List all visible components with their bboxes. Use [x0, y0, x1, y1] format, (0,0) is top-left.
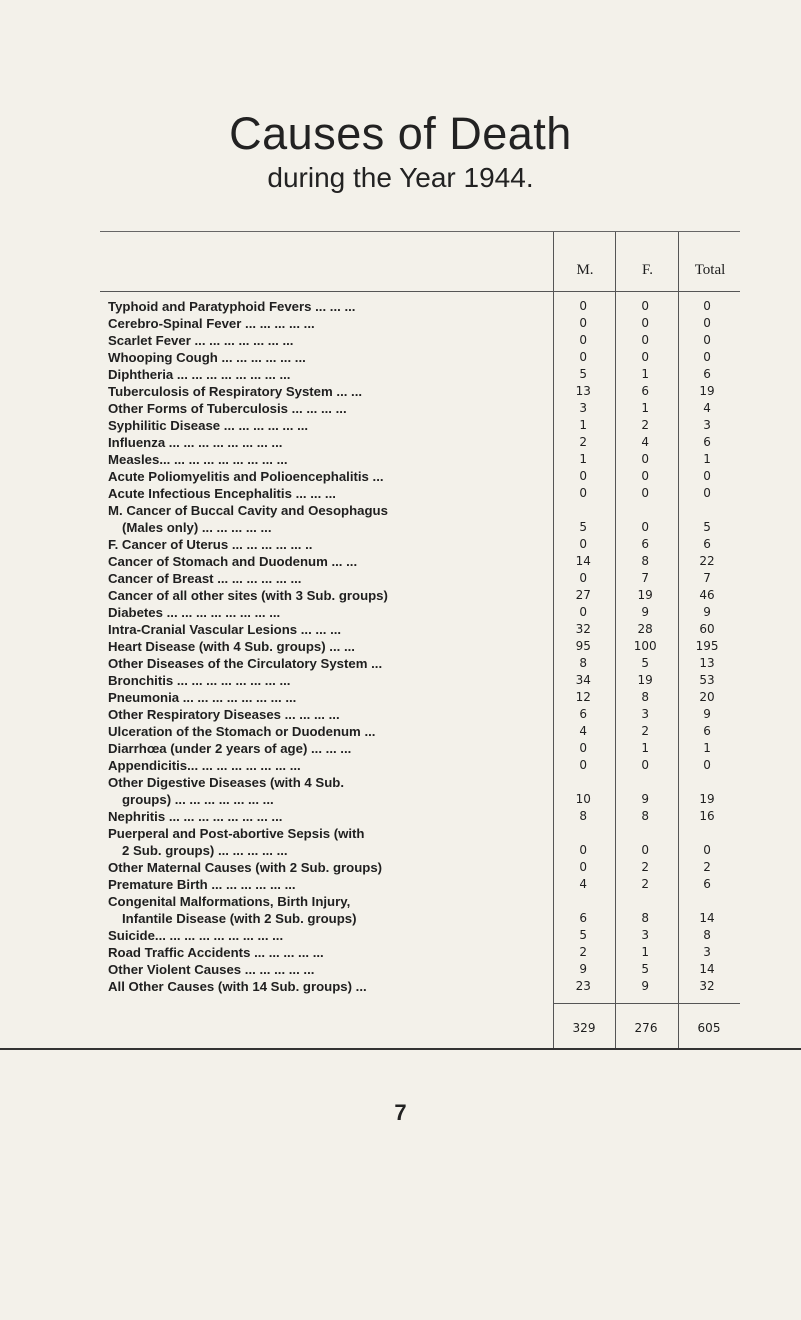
- cause-text: Other Maternal Causes (with 2 Sub. groups): [108, 860, 383, 875]
- value-f: 5: [641, 656, 649, 670]
- value-f: 0: [641, 486, 649, 500]
- value-m: 6: [579, 911, 588, 925]
- cause-label: [108, 961, 552, 978]
- cause-label: [108, 332, 552, 349]
- value-m: 0: [579, 843, 588, 857]
- value-m: 0: [579, 333, 588, 347]
- cause-label: [108, 859, 552, 876]
- total-m: 329: [572, 1021, 596, 1035]
- value-total: 16: [699, 809, 715, 823]
- cause-text: Cerebro-Spinal Fever ... ... ... ... ...: [108, 316, 315, 331]
- value-m: 23: [575, 979, 591, 993]
- value-m: 9: [579, 962, 588, 976]
- table-row: [108, 774, 738, 808]
- cause-text: Acute Infectious Encephalitis ... ... ...: [108, 486, 336, 501]
- value-total: 0: [703, 299, 711, 313]
- cause-text: Appendicitis... ... ... ... ... ... ... ...: [108, 758, 301, 773]
- header-m: M.: [576, 262, 594, 278]
- value-total: 22: [699, 554, 715, 568]
- cause-text: Ulceration of the Stomach or Duodenum ...: [108, 724, 376, 739]
- header-f: F.: [642, 262, 653, 278]
- value-f: 3: [641, 707, 649, 721]
- value-m: 13: [575, 384, 591, 398]
- value-total: 46: [699, 588, 715, 602]
- value-f: 8: [641, 554, 649, 568]
- value-m: 4: [579, 724, 588, 738]
- table-row: [108, 383, 738, 400]
- value-m: 32: [575, 622, 591, 636]
- value-total: 0: [703, 469, 711, 483]
- cause-text: Intra-Cranial Vascular Lesions ... ... ...: [108, 622, 342, 637]
- cause-text: Congenital Malformations, Birth Injury,: [108, 894, 351, 909]
- cause-label: [108, 740, 552, 757]
- value-total: 0: [703, 333, 711, 347]
- cause-continuation: groups) ... ... ... ... ... ... ...: [122, 792, 274, 807]
- value-total: 32: [699, 979, 715, 993]
- value-m: 0: [579, 758, 588, 772]
- cause-text: Scarlet Fever ... ... ... ... ... ... ...: [108, 333, 294, 348]
- value-total: 5: [703, 520, 711, 534]
- cause-label: [108, 570, 552, 587]
- value-m: 0: [579, 537, 588, 551]
- value-f: 0: [641, 520, 649, 534]
- value-total: 7: [703, 571, 711, 585]
- cause-label: [108, 723, 552, 740]
- value-m: 14: [575, 554, 591, 568]
- table-row: [108, 451, 738, 468]
- cause-text: Influenza ... ... ... ... ... ... ... ...: [108, 435, 283, 450]
- cause-label: [108, 451, 552, 468]
- value-total: 6: [703, 367, 711, 381]
- table-row: [108, 757, 738, 774]
- cause-text: M. Cancer of Buccal Cavity and Oesophagus: [108, 503, 388, 518]
- value-f: 8: [641, 809, 649, 823]
- table-row: [108, 349, 738, 366]
- table-row: [108, 655, 738, 672]
- cause-text: F. Cancer of Uterus ... ... ... ... ... ..: [108, 537, 313, 552]
- value-f: 100: [633, 639, 657, 653]
- value-m: 27: [575, 588, 591, 602]
- cause-label: [108, 502, 552, 536]
- cause-continuation: (Males only) ... ... ... ... ...: [122, 520, 272, 535]
- cause-label: [108, 315, 552, 332]
- table-row: [108, 604, 738, 621]
- value-m: 6: [579, 707, 588, 721]
- value-total: 0: [703, 316, 711, 330]
- value-f: 6: [641, 537, 649, 551]
- table-row: [108, 315, 738, 332]
- value-m: 95: [575, 639, 591, 653]
- table-row: [108, 417, 738, 434]
- value-total: 8: [703, 928, 711, 942]
- cause-label: [108, 978, 552, 995]
- value-f: 0: [641, 350, 649, 364]
- table-row: [108, 553, 738, 570]
- cause-label: [108, 655, 552, 672]
- table-row: [108, 366, 738, 383]
- cause-label: [108, 587, 552, 604]
- total-all: 605: [697, 1021, 721, 1035]
- table-row: [108, 689, 738, 706]
- cause-label: [108, 298, 552, 315]
- table-row: [108, 927, 738, 944]
- value-total: 19: [699, 792, 715, 806]
- table-row: [108, 706, 738, 723]
- cause-text: Heart Disease (with 4 Sub. groups) ... ...: [108, 639, 355, 654]
- cause-continuation: Infantile Disease (with 2 Sub. groups): [122, 911, 357, 926]
- total-f: 276: [634, 1021, 658, 1035]
- table-row: [108, 587, 738, 604]
- cause-text: Bronchitis ... ... ... ... ... ... ... ...: [108, 673, 291, 688]
- value-total: 6: [703, 435, 711, 449]
- value-total: 6: [703, 877, 711, 891]
- value-f: 9: [641, 979, 649, 993]
- value-m: 34: [575, 673, 591, 687]
- value-total: 53: [699, 673, 715, 687]
- value-m: 0: [579, 741, 588, 755]
- value-f: 0: [641, 299, 649, 313]
- value-f: 2: [641, 724, 649, 738]
- value-total: 9: [703, 605, 711, 619]
- value-m: 0: [579, 316, 588, 330]
- cause-text: Diabetes ... ... ... ... ... ... ... ...: [108, 605, 281, 620]
- value-m: 1: [579, 452, 588, 466]
- value-f: 0: [641, 758, 649, 772]
- cause-label: [108, 757, 552, 774]
- table-row: [108, 808, 738, 825]
- value-m: 2: [579, 945, 588, 959]
- value-f: 8: [641, 911, 649, 925]
- cause-label: [108, 706, 552, 723]
- value-f: 6: [641, 384, 649, 398]
- table-row: [108, 434, 738, 451]
- value-f: 0: [641, 843, 649, 857]
- table-row: [108, 876, 738, 893]
- value-f: 1: [641, 741, 649, 755]
- cause-label: [108, 553, 552, 570]
- page-title: Causes of Death: [229, 108, 572, 159]
- table-row: [108, 621, 738, 638]
- table-row: [108, 332, 738, 349]
- cause-text: Pneumonia ... ... ... ... ... ... ... ...: [108, 690, 297, 705]
- cause-label: [108, 774, 552, 808]
- value-m: 0: [579, 605, 588, 619]
- value-m: 0: [579, 469, 588, 483]
- cause-label: [108, 672, 552, 689]
- table-row: [108, 638, 738, 655]
- value-f: 0: [641, 452, 649, 466]
- value-f: 1: [641, 367, 649, 381]
- value-f: 7: [641, 571, 649, 585]
- value-f: 28: [637, 622, 653, 636]
- value-total: 14: [699, 962, 715, 976]
- value-m: 1: [579, 418, 588, 432]
- header-rule: [100, 291, 740, 292]
- cause-text: Measles... ... ... ... ... ... ... ... ...: [108, 452, 288, 467]
- value-total: 19: [699, 384, 715, 398]
- cause-label: [108, 485, 552, 502]
- value-m: 12: [575, 690, 591, 704]
- value-total: 0: [703, 350, 711, 364]
- value-total: 4: [703, 401, 711, 415]
- cause-label: [108, 383, 552, 400]
- value-m: 8: [579, 809, 588, 823]
- value-m: 0: [579, 299, 588, 313]
- table-row: [108, 400, 738, 417]
- value-f: 1: [641, 401, 649, 415]
- cause-label: [108, 349, 552, 366]
- cause-text: Premature Birth ... ... ... ... ... ...: [108, 877, 296, 892]
- page-number: 7: [394, 1100, 407, 1125]
- cause-text: Cancer of Stomach and Duodenum ... ...: [108, 554, 358, 569]
- totals-rule: [553, 1003, 740, 1004]
- table-row: [108, 570, 738, 587]
- value-total: 6: [703, 724, 711, 738]
- value-total: 1: [703, 741, 711, 755]
- value-total: 9: [703, 707, 711, 721]
- value-f: 5: [641, 962, 649, 976]
- cause-text: Puerperal and Post-abortive Sepsis (with: [108, 826, 365, 841]
- value-total: 0: [703, 758, 711, 772]
- value-total: 0: [703, 843, 711, 857]
- value-m: 4: [579, 877, 588, 891]
- value-m: 3: [579, 401, 588, 415]
- table-row: [108, 723, 738, 740]
- value-f: 9: [641, 605, 649, 619]
- cause-text: Cancer of Breast ... ... ... ... ... ...: [108, 571, 302, 586]
- cause-text: Diarrhœa (under 2 years of age) ... ... ...: [108, 741, 352, 756]
- cause-text: Cancer of all other sites (with 3 Sub. groups): [108, 588, 388, 603]
- table-row: [108, 944, 738, 961]
- value-m: 0: [579, 350, 588, 364]
- table-row: [108, 536, 738, 553]
- cause-label: [108, 927, 552, 944]
- cause-label: [108, 808, 552, 825]
- table-row: [108, 978, 738, 995]
- value-total: 6: [703, 537, 711, 551]
- cause-text: Nephritis ... ... ... ... ... ... ... ...: [108, 809, 283, 824]
- table-row: [108, 893, 738, 927]
- header-total: Total: [694, 262, 726, 278]
- value-f: 4: [641, 435, 649, 449]
- cause-text: Other Violent Causes ... ... ... ... ...: [108, 962, 315, 977]
- table-bottom-rule: [0, 1048, 801, 1050]
- causes-table-body: [108, 298, 738, 995]
- value-f: 0: [641, 469, 649, 483]
- value-total: 60: [699, 622, 715, 636]
- cause-label: [108, 366, 552, 383]
- cause-label: [108, 689, 552, 706]
- value-f: 2: [641, 860, 649, 874]
- cause-label: [108, 944, 552, 961]
- cause-continuation: 2 Sub. groups) ... ... ... ... ...: [122, 843, 288, 858]
- value-total: 3: [703, 945, 711, 959]
- cause-label: [108, 604, 552, 621]
- value-m: 0: [579, 860, 588, 874]
- table-row: [108, 672, 738, 689]
- table-row: [108, 485, 738, 502]
- table-row: [108, 502, 738, 536]
- value-total: 1: [703, 452, 711, 466]
- value-f: 19: [637, 673, 653, 687]
- value-total: 13: [699, 656, 715, 670]
- cause-text: Other Diseases of the Circulatory System ...: [108, 656, 383, 671]
- cause-label: [108, 876, 552, 893]
- value-f: 1: [641, 945, 649, 959]
- value-total: 195: [695, 639, 719, 653]
- value-m: 0: [579, 571, 588, 585]
- value-f: 2: [641, 418, 649, 432]
- table-row: [108, 961, 738, 978]
- cause-text: Suicide... ... ... ... ... ... ... ... ...: [108, 928, 284, 943]
- cause-text: Other Respiratory Diseases ... ... ... ...: [108, 707, 340, 722]
- cause-text: Syphilitic Disease ... ... ... ... ... ...: [108, 418, 309, 433]
- cause-label: [108, 536, 552, 553]
- value-f: 8: [641, 690, 649, 704]
- value-total: 3: [703, 418, 711, 432]
- value-m: 10: [575, 792, 591, 806]
- table-row: [108, 740, 738, 757]
- cause-text: Whooping Cough ... ... ... ... ... ...: [108, 350, 306, 365]
- table-row: [108, 825, 738, 859]
- cause-label: [108, 621, 552, 638]
- cause-text: All Other Causes (with 14 Sub. groups) ...: [108, 979, 367, 994]
- value-f: 0: [641, 316, 649, 330]
- value-total: 20: [699, 690, 715, 704]
- value-f: 2: [641, 877, 649, 891]
- value-m: 5: [579, 520, 588, 534]
- cause-text: Typhoid and Paratyphoid Fevers ... ... ...: [108, 299, 356, 314]
- value-f: 0: [641, 333, 649, 347]
- value-m: 2: [579, 435, 588, 449]
- value-f: 9: [641, 792, 649, 806]
- cause-label: [108, 417, 552, 434]
- table-row: [108, 859, 738, 876]
- cause-label: [108, 400, 552, 417]
- cause-text: Acute Poliomyelitis and Polioencephalitis ...: [108, 469, 384, 484]
- cause-label: [108, 893, 552, 927]
- cause-text: Other Digestive Diseases (with 4 Sub.: [108, 775, 344, 790]
- cause-text: Tuberculosis of Respiratory System ... ...: [108, 384, 363, 399]
- value-f: 3: [641, 928, 649, 942]
- value-m: 5: [579, 928, 588, 942]
- value-m: 8: [579, 656, 588, 670]
- table-top-rule: [100, 231, 740, 232]
- cause-label: [108, 638, 552, 655]
- value-total: 0: [703, 486, 711, 500]
- value-total: 14: [699, 911, 715, 925]
- cause-text: Diphtheria ... ... ... ... ... ... ... ...: [108, 367, 291, 382]
- cause-label: [108, 825, 552, 859]
- table-row: [108, 468, 738, 485]
- cause-label: [108, 434, 552, 451]
- cause-text: Road Traffic Accidents ... ... ... ... ...: [108, 945, 324, 960]
- value-m: 0: [579, 486, 588, 500]
- value-total: 2: [703, 860, 711, 874]
- cause-text: Other Forms of Tuberculosis ... ... ... ...: [108, 401, 347, 416]
- cause-label: [108, 468, 552, 485]
- page-subtitle: during the Year 1944.: [267, 162, 534, 193]
- value-m: 5: [579, 367, 588, 381]
- value-f: 19: [637, 588, 653, 602]
- table-row: [108, 298, 738, 315]
